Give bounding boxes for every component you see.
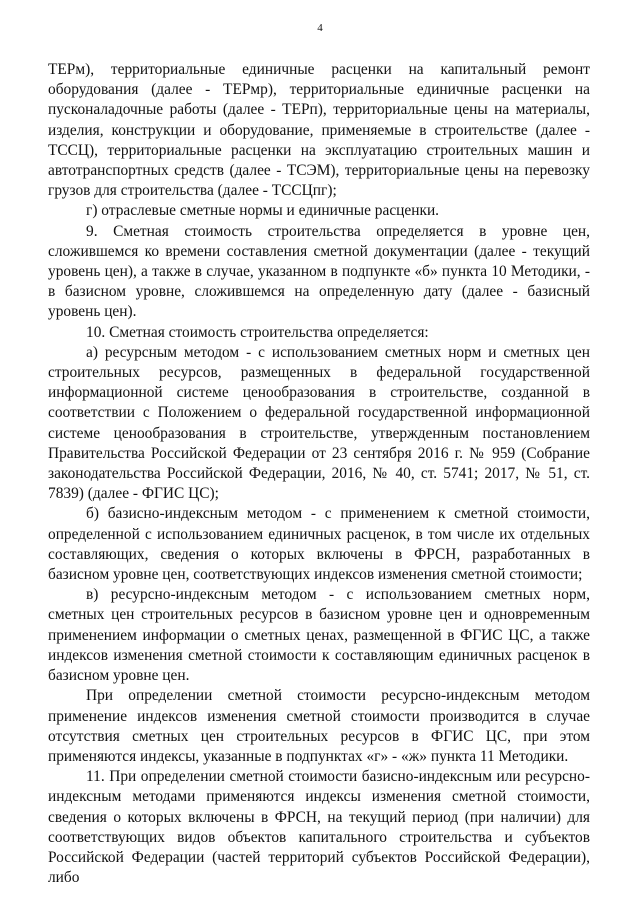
paragraph-resource-index-note: При определении сметной стоимости ресурсно-индексным методом применение индексов изменения сметной стоимости производится в случае отсутствия сметных цен строительных ресурсов в ФГИС ЦС, при этом применяются индексы, указанные в подпунктах «г» - «ж» пункта 11 Методики. [48, 687, 590, 765]
paragraph-item-11: 11. При определении сметной стоимости базисно-индексным или ресурсно-индексным методами применяются индексы изменения сметной стоимости, сведения о которых включены в ФРСН, на текущий период (при наличии) для соответствующих видов объектов капитального строительства и субъектов Российской Федерации (частей территорий субъектов Российской Федерации), либо [48, 768, 590, 887]
paragraph-item-10: 10. Сметная стоимость строительства определяется: [86, 323, 429, 341]
paragraph-subitem-g: г) отраслевые сметные нормы и единичные расценки. [86, 202, 440, 220]
paragraph-subitem-v: в) ресурсно-индексным методом - с использованием сметных норм, сметных цен строительных ресурсов в базисном уровне цен и одновременным применением информации о сметных ценах, размещенной в ФГИС ЦС, а также индексов изменения сметной стоимости к составляющим единичных расценок в базисном уровне цен. [48, 586, 590, 685]
paragraph-continuation-territorial-rates: ТЕРм), территориальные единичные расценки на капитальный ремонт оборудования (далее - ТЕРмр), территориальные единичные расценки на пусконаладочные работы (далее - ТЕРп), территориальные цены на материалы, изделия, конструкции и оборудование, применяемые в строительстве (далее - ТССЦ), территориальные расценки на эксплуатацию строительных машин и автотранспортных средств (далее - ТСЭМ), территориальные цены на перевозку грузов для строительства (далее - ТССЦпг); [48, 61, 590, 200]
paragraph-item-9: 9. Сметная стоимость строительства определяется в уровне цен, сложившемся ко времени составления сметной документации (далее - текущий уровень цен), а также в случае, указанном в подпункте «б» пункта 10 Методики, - в базисном уровне, сложившемся на определенную дату (далее - базисный уровень цен). [48, 222, 590, 321]
paragraph-subitem-a: а) ресурсным методом - с использованием сметных норм и сметных цен строительных ресурсов, размещенных в федеральной государственной информационной системе ценообразования в строительстве, созданной в соответствии с Положением о федеральной государственной информационной системе ценообразования в строительстве, утвержденным постановлением Правительства Российской Федерации от 23 сентября 2016 г. № 959 (Собрание законодательства Российской Федерации, 2016, № 40, ст. 5741; 2017, № 51, ст. 7839) (далее - ФГИС ЦС); [48, 343, 590, 503]
page-number: 4 [317, 22, 323, 34]
paragraph-subitem-b: б) базисно-индексным методом - с применением к сметной стоимости, определенной с использованием единичных расценок, в том числе их отдельных составляющих, сведения о которых включены в ФРСН, разработанных в базисном уровне цен, соответствующих индексов изменения сметной стоимости; [48, 505, 590, 584]
document-body [48, 60, 590, 888]
